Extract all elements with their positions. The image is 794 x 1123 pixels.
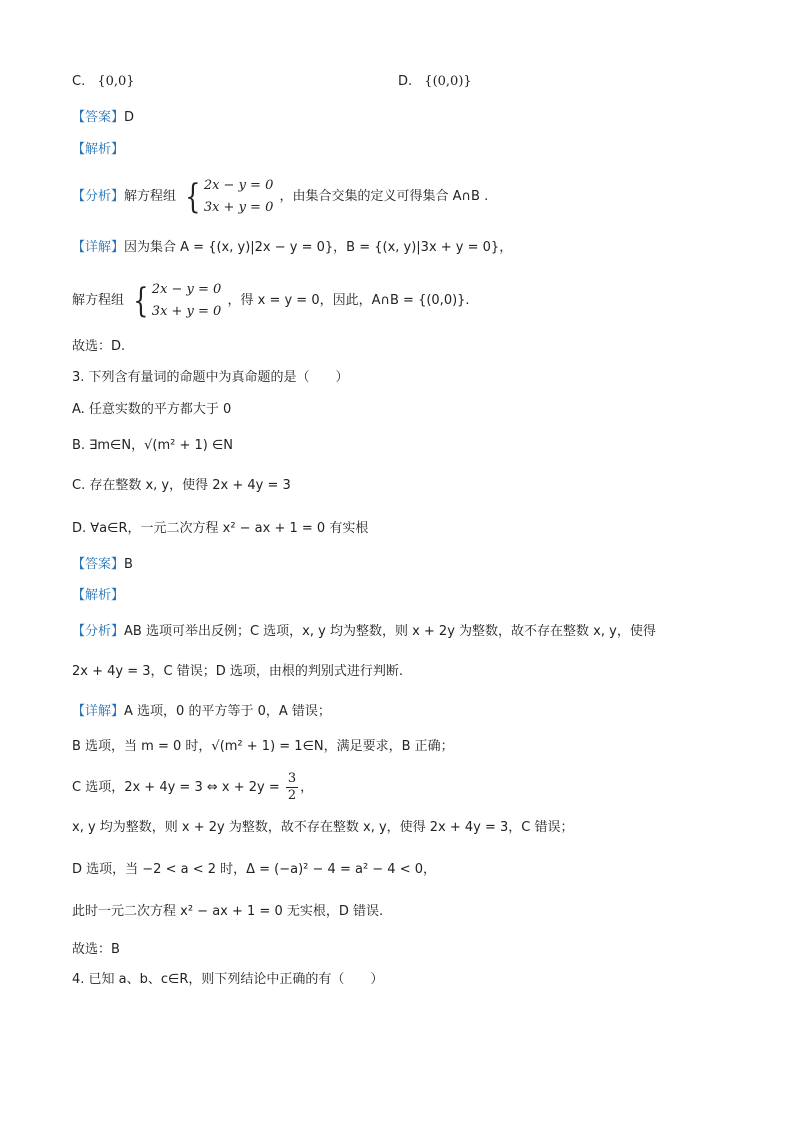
solve-post: ，得 x = y = 0，因此，A∩B = {(0,0)}. <box>227 293 470 308</box>
option-c-label: C. <box>72 74 86 89</box>
option-c-expr: {0,0} <box>97 74 135 89</box>
q2-fenxi <box>72 174 488 220</box>
q2-choose: 故选：D. <box>72 339 126 354</box>
q3-xiangjie-d2: 此时一元二次方程 x² − ax + 1 = 0 无实根，D 错误. <box>72 904 384 919</box>
xiangjie-c-pre: C 选项，2x + 4y = 3 ⇔ x + 2y = <box>72 780 280 795</box>
q2-analysis-heading <box>72 140 124 160</box>
option-d-label: D. <box>398 74 413 89</box>
fraction-denominator: 2 <box>287 788 297 803</box>
equation-2: 3x + y = 0 <box>151 303 222 319</box>
q3-xiangjie-b: B 选项，当 m = 0 时，√(m² + 1) = 1∈N，满足要求，B 正确； <box>72 739 454 754</box>
answer-tag: 【答案】 <box>72 557 125 572</box>
fraction-numerator: 3 <box>287 771 297 786</box>
q3-option-b: B. ∃m∈N，√(m² + 1) ∈N <box>72 438 234 453</box>
q3-xiangjie <box>72 702 331 722</box>
equation-system: { 2x − y = 0 3x + y = 0 <box>185 176 274 217</box>
analysis-tag: 【解析】 <box>72 142 125 157</box>
option-c <box>72 72 135 92</box>
q2-solve <box>72 278 470 324</box>
analysis-tag: 【解析】 <box>72 588 125 603</box>
q3-fenxi <box>72 622 656 642</box>
xiangjie-tag: 【详解】 <box>72 704 125 719</box>
q3-choose: 故选：B <box>72 942 120 957</box>
equation-1: 2x − y = 0 <box>203 177 274 193</box>
fenxi-tag: 【分析】 <box>72 624 125 639</box>
xiangjie-tag: 【详解】 <box>72 240 125 255</box>
q3-xiangjie-d: D 选项，当 −2 < a < 2 时，Δ = (−a)² − 4 = a² − 4 < 0， <box>72 862 437 877</box>
option-d <box>398 72 472 92</box>
q2-xiangjie <box>72 238 512 258</box>
q3-answer <box>72 555 133 575</box>
fenxi-pre: 解方程组 <box>124 189 177 204</box>
xiangjie-text: 因为集合 A = {(x, y)|2x − y = 0}，B = {(x, y)|3x + y = 0}， <box>124 240 513 255</box>
xiangjie-a: A 选项，0 的平方等于 0，A 错误； <box>124 704 331 719</box>
q3-fenxi-2: 2x + 4y = 3，C 错误；D 选项，由根的判别式进行判断. <box>72 664 403 679</box>
xiangjie-c-post: ， <box>300 780 314 795</box>
q3-option-c: C. 存在整数 x, y，使得 2x + 4y = 3 <box>72 478 291 493</box>
q3-stem: 3. 下列含有量词的命题中为真命题的是（ ） <box>72 370 349 385</box>
equation-2: 3x + y = 0 <box>203 199 274 215</box>
equation-system: { 2x − y = 0 3x + y = 0 <box>133 280 222 321</box>
q2-answer <box>72 108 134 128</box>
q3-xiangjie-c <box>72 768 313 808</box>
fenxi-text-1: AB 选项可举出反例；C 选项，x, y 均为整数，则 x + 2y 为整数，故不存在整数 x, y，使得 <box>124 624 656 639</box>
equation-1: 2x − y = 0 <box>151 281 222 297</box>
answer-value: D <box>124 110 135 125</box>
answer-tag: 【答案】 <box>72 110 125 125</box>
fenxi-tag: 【分析】 <box>72 189 125 204</box>
q3-analysis-heading <box>72 586 124 606</box>
fraction-three-halves <box>286 771 298 804</box>
fenxi-post: ，由集合交集的定义可得集合 A∩B . <box>279 189 489 204</box>
answer-value: B <box>124 557 133 572</box>
q3-option-a: A. 任意实数的平方都大于 0 <box>72 402 232 417</box>
q4-stem: 4. 已知 a、b、c∈R，则下列结论中正确的有（ ） <box>72 972 384 987</box>
q3-xiangjie-c2: x, y 均为整数，则 x + 2y 为整数，故不存在整数 x, y，使得 2x + 4y = 3，C 错误； <box>72 820 574 835</box>
option-d-expr: {(0,0)} <box>424 74 472 89</box>
q3-option-d: D. ∀a∈R，一元二次方程 x² − ax + 1 = 0 有实根 <box>72 521 369 536</box>
solve-pre: 解方程组 <box>72 293 125 308</box>
